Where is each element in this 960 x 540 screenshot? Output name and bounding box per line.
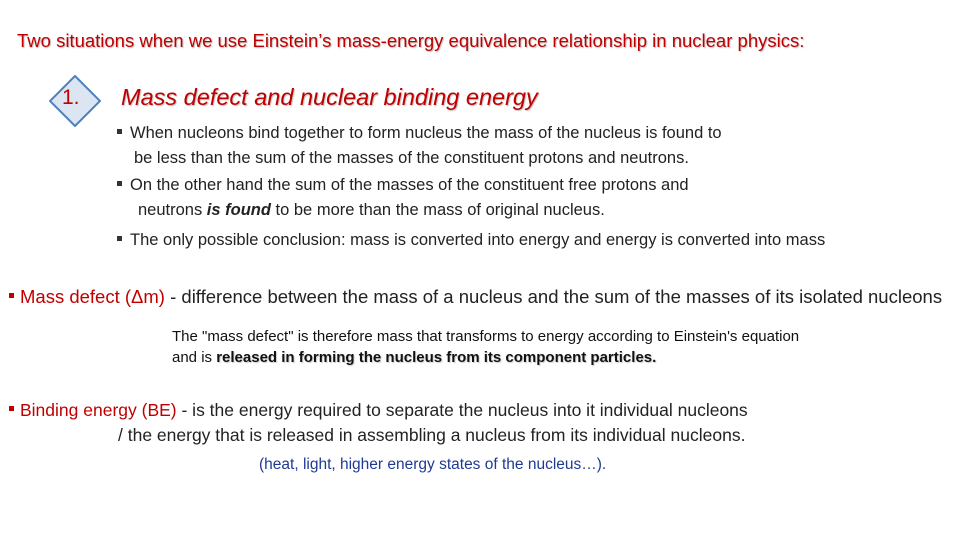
bullet-square-icon xyxy=(117,129,122,134)
note-line-2 xyxy=(172,349,656,366)
bullet-square-icon xyxy=(9,293,14,298)
section-heading: Mass defect and nuclear binding energy xyxy=(121,84,538,110)
mass-defect-term: Mass defect (Δm) xyxy=(20,286,165,307)
bullet-2-line-2 xyxy=(138,201,605,220)
bullet-2-text: On the other hand the sum of the masses of the constituent free protons and xyxy=(130,176,689,194)
bullet-1-line-2: be less than the sum of the masses of the constituent protons and neutrons. xyxy=(134,149,689,167)
note-line-2-pre: and is xyxy=(172,349,217,366)
binding-energy-term: Binding energy (BE) xyxy=(20,400,177,420)
binding-energy-text: - is the energy required to separate the nucleus into it individual nucleons xyxy=(176,400,748,420)
note-line-1: The "mass defect" is therefore mass that transforms to energy according to Einstein's equation xyxy=(172,328,800,345)
bullet-1-line-1 xyxy=(117,124,722,143)
bullet-square-icon xyxy=(9,406,14,411)
bullet-3-text: The only possible conclusion: mass is converted into energy and energy is converted into mass xyxy=(130,231,826,249)
bullet-2-emphasis: is found xyxy=(206,201,271,219)
bullet-2-line-1 xyxy=(117,176,689,195)
bullet-2-text-post: to be more than the mass of original nucleus. xyxy=(270,201,605,219)
note-line-2-emphasis: released in forming the nucleus from its component particles. xyxy=(216,349,657,366)
slide-title: Two situations when we use Einstein’s mass-energy equivalence relationship in nuclear physics: xyxy=(17,30,805,51)
section-number: 1. xyxy=(62,86,80,109)
binding-energy-line-2: / the energy that is released in assembling a nucleus from its individual nucleons. xyxy=(118,425,746,445)
binding-energy-definition xyxy=(9,400,748,421)
bullet-1-text: When nucleons bind together to form nucleus the mass of the nucleus is found to xyxy=(130,124,722,142)
bullet-square-icon xyxy=(117,236,122,241)
bullet-2-text-pre: neutrons xyxy=(138,201,207,219)
energy-forms-examples: (heat, light, higher energy states of the nucleus…). xyxy=(259,456,607,473)
mass-defect-text: - difference between the mass of a nucleus and the sum of the masses of its isolated nucleons xyxy=(164,286,943,307)
mass-defect-definition xyxy=(9,286,942,308)
bullet-3 xyxy=(117,231,825,250)
bullet-square-icon xyxy=(117,181,122,186)
